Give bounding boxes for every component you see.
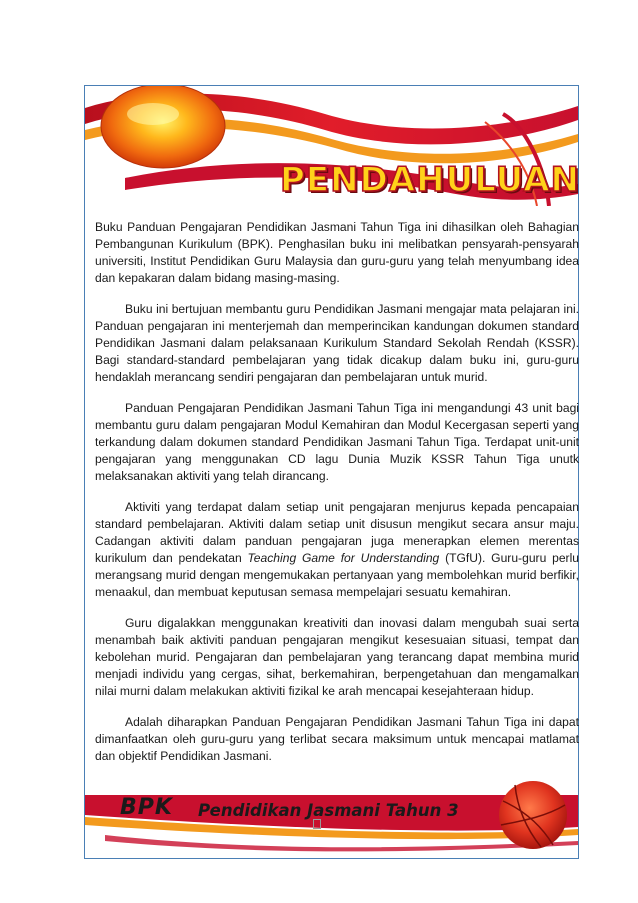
- bpk-logo-text: BPK: [120, 795, 173, 820]
- paragraph-5: Guru digalakkan menggunakan kreativiti dan inovasi dalam mengubah suai serta menambah baik aktiviti panduan pengajaran mengikut kesesuaian situasi, tempat dan kebolehan murid. Pengajaran dan pembelajaran yang terancang dapat membina murid menjadi individu yang cergas, sihat, berkemahiran, berpengetahuan dan mengamalkan nilai murni dalam melakukan aktiviti fizikal ke arah mencapai kesejahteraan hidup.: [95, 616, 579, 698]
- paragraph-4-text-end: (TGfU). Guru-guru perlu merangsang murid dengan mengemukakan pertanyaan yang membolehkan murid berfikir, menaakul, dan membuat keputusan semasa mempelajari sesuatu kemahiran.: [95, 551, 579, 599]
- document-body: [95, 219, 579, 765]
- tgfu-term: Teaching Game for Understanding: [247, 551, 440, 565]
- paragraph-4-text: Aktiviti yang terdapat dalam setiap unit pengajaran menjurus kepada pencapaian standard pembelajaran. Aktiviti dalam setiap unit disusun mengikut secara ansur maju. Cadangan aktiviti dalam panduan pengajaran juga menerapkan elemen merentas kurikulum dan pendekatan: [95, 500, 579, 565]
- paragraph-2: Buku ini bertujuan membantu guru Pendidikan Jasmani mengajar mata pelajaran ini. Panduan pengajaran ini menterjemah dan memperincikan kandungan dokumen standard Pendidikan Jasmani dalam pelaksanaan Kurikulum Standard Sekolah Rendah (KSSR). Bagi standard-standard pembelajaran yang tidak dicakup dalam buku ini, guru-guru hendaklah merancang sendiri pengajaran dan pembelajaran untuk murid.: [95, 302, 579, 384]
- page-title: PENDAHULUAN: [280, 160, 580, 200]
- page-mark-icon: [313, 819, 321, 829]
- paragraph-1: Buku Panduan Pengajaran Pendidikan Jasmani Tahun Tiga ini dihasilkan oleh Bahagian Pembangunan Kurikulum (BPK). Penghasilan buku ini melibatkan pensyarah-pensyarah universiti, Institut Pendidikan Guru Malaysia dan guru-guru yang telah menyumbang idea dan kepakaran dalam bidang masing-masing.: [95, 220, 579, 285]
- paragraph-3: Panduan Pengajaran Pendidikan Jasmani Tahun Tiga ini mengandungi 43 unit bagi membantu guru dalam pengajaran Modul Kemahiran dan Modul Kecergasan seperti yang terkandung dalam dokumen standard Pendidikan Jasmani Tahun Tiga. Terdapat unit-unit pengajaran yang menggunakan CD lagu Dunia Muzik KSSR Tahun Tiga unutk melaksanakan aktiviti yang telah dirancang.: [95, 401, 579, 483]
- sun-disc: [101, 86, 225, 168]
- paragraph-6: Adalah diharapkan Panduan Pengajaran Pendidikan Jasmani Tahun Tiga ini dapat dimanfaatkan oleh guru-guru yang terlibat secara maksimum untuk mencapai matlamat dan objektif Pendidikan Jasmani.: [95, 715, 579, 763]
- paragraph-4: [95, 499, 579, 601]
- ball-graphic: [499, 781, 567, 849]
- footer-subtitle: Pendidikan Jasmani Tahun 3: [198, 801, 459, 820]
